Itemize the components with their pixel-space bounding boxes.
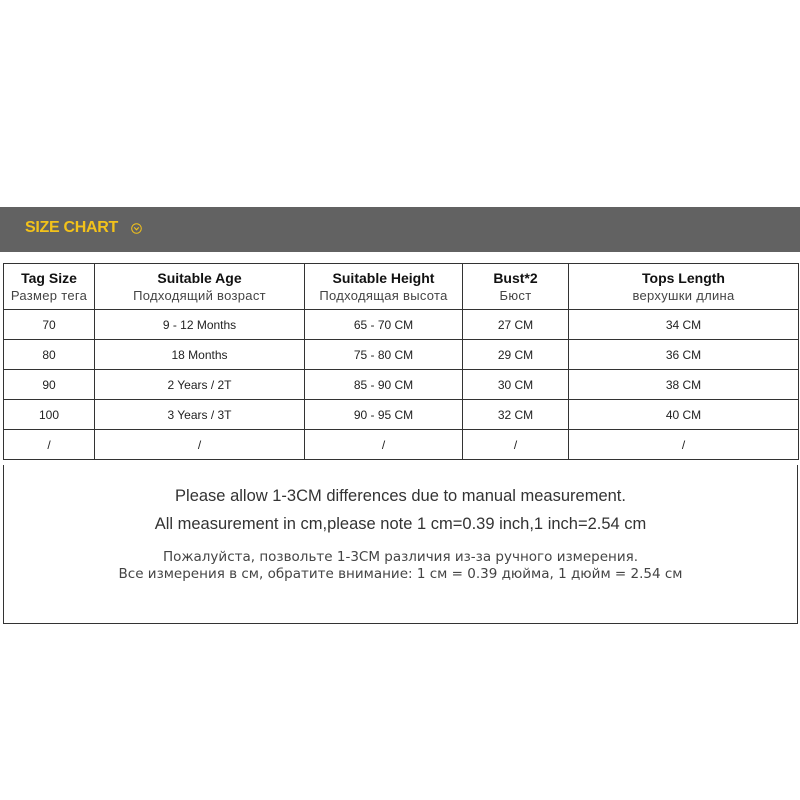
- note-allowance-en: Please allow 1-3CM differences due to manual measurement.: [175, 487, 626, 505]
- header-suitable-height: Suitable Height Подходящая высота: [305, 264, 463, 310]
- table-row: [4, 430, 799, 460]
- cell-height: /: [305, 430, 463, 460]
- note-allowance-ru: Пожалуйста, позвольте 1-3CM различия из-за ручного измерения.: [162, 549, 639, 565]
- table-row: [4, 370, 799, 400]
- header-row: [4, 264, 799, 310]
- cell-age: 2 Years / 2T: [95, 370, 305, 400]
- header-bust: Bust*2 Бюст: [463, 264, 569, 310]
- cell-bust: 27 CM: [463, 310, 569, 340]
- cell-tops-length: 34 CM: [569, 310, 799, 340]
- cell-tops-length: 38 CM: [569, 370, 799, 400]
- header-tops-length: Tops Length верхушки длина: [569, 264, 799, 310]
- cell-tag-size: /: [4, 430, 95, 460]
- cell-age: 18 Months: [95, 340, 305, 370]
- cell-tops-length: 36 CM: [569, 340, 799, 370]
- header-tag-size: Tag Size Размер тега: [4, 264, 95, 310]
- cell-height: 85 - 90 CM: [305, 370, 463, 400]
- cell-tops-length: /: [569, 430, 799, 460]
- measurement-notes: [3, 465, 798, 624]
- cell-tag-size: 100: [4, 400, 95, 430]
- cell-tag-size: 80: [4, 340, 95, 370]
- cell-tops-length: 40 CM: [569, 400, 799, 430]
- cell-height: 90 - 95 CM: [305, 400, 463, 430]
- cell-height: 75 - 80 CM: [305, 340, 463, 370]
- cell-bust: /: [463, 430, 569, 460]
- cell-bust: 32 CM: [463, 400, 569, 430]
- table-row: [4, 340, 799, 370]
- cell-bust: 30 CM: [463, 370, 569, 400]
- note-conversion-en: All measurement in cm,please note 1 cm=0.39 inch,1 inch=2.54 cm: [154, 515, 647, 533]
- chevron-down-circle-icon: [131, 223, 142, 234]
- note-conversion-ru: Все измерения в см, обратите внимание: 1 см = 0.39 дюйма, 1 дюйм = 2.54 см: [118, 566, 683, 582]
- size-table: [3, 263, 799, 460]
- table-row: [4, 310, 799, 340]
- cell-tag-size: 70: [4, 310, 95, 340]
- cell-bust: 29 CM: [463, 340, 569, 370]
- header-suitable-age: Suitable Age Подходящий возраст: [95, 264, 305, 310]
- table-row: [4, 400, 799, 430]
- cell-age: 3 Years / 3T: [95, 400, 305, 430]
- size-chart-banner: [0, 207, 800, 252]
- banner-title: SIZE CHART: [25, 219, 119, 236]
- cell-tag-size: 90: [4, 370, 95, 400]
- cell-age: /: [95, 430, 305, 460]
- cell-age: 9 - 12 Months: [95, 310, 305, 340]
- cell-height: 65 - 70 CM: [305, 310, 463, 340]
